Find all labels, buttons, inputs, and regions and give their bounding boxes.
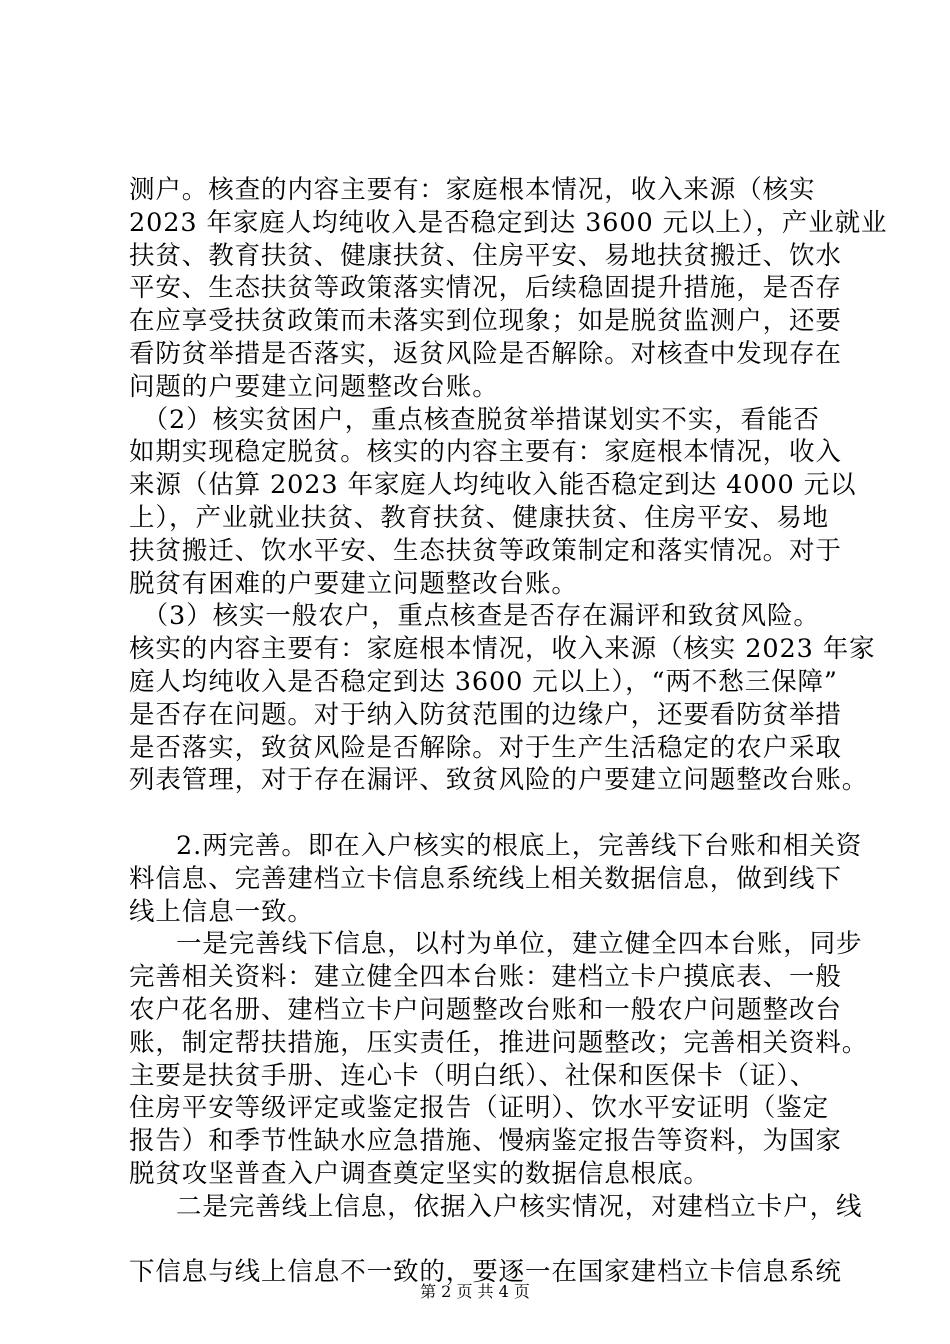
text-line: 主要是扶贫手册、连心卡（明白纸）、社保和医保卡（证）、 xyxy=(129,1061,817,1091)
text-line: 下信息与线上信息不一致的，要逐一在国家建档立卡信息系统 xyxy=(129,1257,842,1287)
text-line: 完善相关资料：建立健全四本台账：建档立卡户摸底表、一般 xyxy=(129,962,842,992)
text-line: 脱贫有困难的户要建立问题整改台账。 xyxy=(129,569,578,599)
text-line: 是否存在问题。对于纳入防贫范围的边缘户，还要看防贫举措 xyxy=(129,700,842,730)
text-line: 2.两完善。即在入户核实的根底上，完善线下台账和相关资 xyxy=(176,831,863,861)
text-line: 2023 年家庭人均纯收入是否稳定到达 3600 元以上），产业就业 xyxy=(129,208,888,238)
text-line: 列表管理，对于存在漏评、致贫风险的户要建立问题整改台账。 xyxy=(129,765,869,795)
text-line: 住房平安等级评定或鉴定报告（证明）、饮水平安证明（鉴定 xyxy=(129,1093,830,1123)
text-line: 脱贫攻坚普查入户调查奠定坚实的数据信息根底。 xyxy=(129,1159,710,1189)
text-line: 问题的户要建立问题整改台账。 xyxy=(129,372,499,402)
text-line: 报告）和季节性缺水应急措施、慢病鉴定报告等资料，为国家 xyxy=(129,1126,842,1156)
text-line: 料信息、完善建档立卡信息系统线上相关数据信息，做到线下 xyxy=(129,864,842,894)
text-line: 扶贫、教育扶贫、健康扶贫、住房平安、易地扶贫搬迁、饮水 xyxy=(129,241,842,271)
text-line: 测户。核查的内容主要有：家庭根本情况，收入来源（核实 xyxy=(129,175,816,205)
text-line: 是否落实，致贫风险是否解除。对于生产生活稳定的农户采取 xyxy=(129,733,842,763)
text-line: 二是完善线上信息，依据入户核实情况，对建档立卡户，线 xyxy=(176,1192,863,1222)
page-number-footer: 第 2 页 共 4 页 xyxy=(420,1282,530,1301)
text-line: 看防贫举措是否落实，返贫风险是否解除。对核查中发现存在 xyxy=(129,339,842,369)
text-line: 账，制定帮扶措施，压实责任，推进问题整改；完善相关资料。 xyxy=(129,1028,869,1058)
text-line: 平安、生态扶贫等政策落实情况，后续稳固提升措施，是否存 xyxy=(129,273,842,303)
text-line: 庭人均纯收入是否稳定到达 3600 元以上），“两不愁三保障” xyxy=(129,667,838,697)
text-line: 如期实现稳定脱贫。核实的内容主要有：家庭根本情况，收入 xyxy=(129,437,842,467)
text-line: 扶贫搬迁、饮水平安、生态扶贫等政策制定和落实情况。对于 xyxy=(129,536,842,566)
text-line: 来源（估算 2023 年家庭人均纯收入能否稳定到达 4000 元以 xyxy=(129,470,857,500)
text-line: （2）核实贫困户，重点核查脱贫举措谋划实不实，看能否 xyxy=(129,405,820,435)
text-line: 农户花名册、建档立卡户问题整改台账和一般农户问题整改台 xyxy=(129,995,842,1025)
text-line: 上），产业就业扶贫、教育扶贫、健康扶贫、住房平安、易地 xyxy=(129,503,830,533)
text-line: 一是完善线下信息，以村为单位，建立健全四本台账，同步 xyxy=(176,929,863,959)
text-line: 线上信息一致。 xyxy=(129,897,314,927)
text-line: 在应享受扶贫政策而未落实到位现象；如是脱贫监测户，还要 xyxy=(129,306,842,336)
text-line: 核实的内容主要有：家庭根本情况，收入来源（核实 2023 年家 xyxy=(129,634,876,664)
text-line: （3）核实一般农户，重点核查是否存在漏评和致贫风险。 xyxy=(129,601,820,631)
